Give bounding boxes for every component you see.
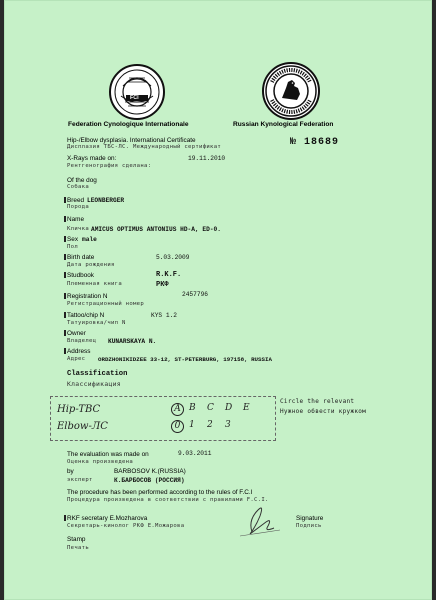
elbow-grade: 2 (207, 420, 213, 430)
field-marker (64, 216, 66, 222)
handwritten-signature (230, 500, 290, 540)
field-marker (64, 515, 66, 521)
breed-label: Breed (67, 197, 85, 204)
stamp-label-ru: Печать (67, 545, 90, 551)
selected-elbow-grade: 0 (171, 420, 184, 433)
field-marker (64, 312, 66, 318)
address-label: Address (67, 348, 91, 355)
dog-name-value: AMICUS OPTIMUS ANTONIUS HD-A, ED-0. (91, 226, 221, 233)
sex-value: male (82, 236, 97, 243)
certificate-title-ru: Дисплазия ТБС-ЛС. Международный сертификат (67, 144, 222, 150)
classification-box (50, 396, 276, 441)
certificate-title-en: Hip-/Elbow dysplasia. International Certificate (67, 137, 196, 144)
fci-logo-icon (109, 64, 165, 120)
tattoo-label: Tattoo/chip N (67, 312, 105, 319)
xray-date: 19.11.2010 (188, 155, 226, 162)
breed-label-ru: Порода (67, 204, 90, 210)
rkf-dog-emblem-icon (262, 62, 320, 120)
number-prefix: № (290, 137, 298, 148)
hip-grade: E (243, 403, 250, 413)
procedure-text: The procedure has been performed according to the rules of F.C.I (67, 489, 253, 496)
circle-note: Circle the relevant (280, 398, 355, 405)
secretary-label: RKF secretary E.Mozharova (67, 515, 148, 522)
signature-label-ru: Подпись (296, 523, 322, 529)
birth-value: 5.03.2009 (156, 254, 190, 261)
certificate-number (290, 137, 339, 148)
hip-grade: C (207, 403, 214, 413)
by-value-ru: К.БАРБОСОВ (РОССИЯ) (114, 477, 185, 484)
field-marker (64, 330, 66, 336)
xray-label-ru: Рентгенография сделана: (67, 163, 152, 169)
certificate-page (4, 0, 432, 600)
hip-grade: D (225, 403, 233, 413)
registration-label-ru: Регистрационный номер (67, 301, 145, 307)
evaluation-label: The evaluation was made on (67, 451, 149, 458)
secretary-label-ru: Секретарь-кинолог РКФ Е.Можарова (67, 523, 185, 529)
selected-hip-grade: A (171, 403, 184, 416)
studbook-value-ru: РКФ (156, 281, 169, 289)
by-value: BARBOSOV K.(RUSSIA) (114, 468, 186, 475)
name-label: Name (67, 216, 85, 223)
birth-label: Birth date (67, 254, 95, 261)
elbow-label: Elbow-ЛС (57, 421, 108, 432)
procedure-text-ru: Процедура произведена в соответствии с правилами F.C.I. (67, 497, 269, 503)
of-the-dog: Of the dog (67, 177, 97, 184)
tattoo-value: KYS 1.2 (151, 312, 177, 319)
sex-label: Sex (67, 236, 79, 243)
studbook-label: Studbook (67, 272, 95, 279)
breed-value: LEONBERGER (87, 197, 125, 204)
field-marker (64, 236, 66, 242)
hip-label: Hip-TBC (57, 404, 101, 415)
field-marker (64, 348, 66, 354)
owner-label-ru: Владелец (67, 338, 97, 344)
classification-title: Classification (67, 370, 128, 378)
stamp-label: Stamp (67, 536, 86, 543)
circle-note-ru: Нужное обвести кружком (280, 408, 367, 415)
fci-name: Federation Cynologique Internationale (68, 121, 189, 128)
field-marker (64, 197, 66, 203)
fci-logo-text: FCI (130, 95, 139, 101)
owner-value: KUNARSKAYA N. (108, 338, 157, 345)
registration-value: 2457796 (182, 291, 208, 298)
elbow-grade: 1 (189, 420, 195, 430)
address-label-ru: Адрес (67, 356, 86, 362)
elbow-grade: 3 (225, 420, 231, 430)
owner-label: Owner (67, 330, 86, 337)
field-marker (64, 272, 66, 278)
sex-label-ru: Пол (67, 244, 79, 250)
studbook-value: R.K.F. (156, 271, 182, 279)
evaluation-date: 9.03.2011 (178, 450, 212, 457)
address-value: ORDZHONIKIDZEE 33-12, ST-PETERBURG, 197158, RUSSIA (98, 356, 272, 363)
birth-label-ru: Дата рождения (67, 262, 115, 268)
hip-grade: B (189, 403, 196, 413)
by-label: by (67, 468, 74, 475)
rkf-name: Russian Kynological Federation (233, 121, 334, 128)
field-marker (64, 254, 66, 260)
registration-label: Registration N (67, 293, 108, 300)
number-value: 18689 (304, 137, 340, 148)
studbook-label-ru: Племенная книга (67, 281, 123, 287)
name-label-ru: Кличка (67, 226, 90, 232)
xray-label: X-Rays made on: (67, 155, 117, 162)
classification-title-ru: Классификация (67, 380, 121, 388)
tattoo-label-ru: Татуировка/чип N (67, 320, 126, 326)
signature-label: Signature (296, 515, 324, 522)
by-label-ru: эксперт (67, 477, 93, 483)
field-marker (64, 293, 66, 299)
of-the-dog-ru: Собака (67, 184, 90, 190)
evaluation-label-ru: Оценка произведена (67, 459, 134, 465)
